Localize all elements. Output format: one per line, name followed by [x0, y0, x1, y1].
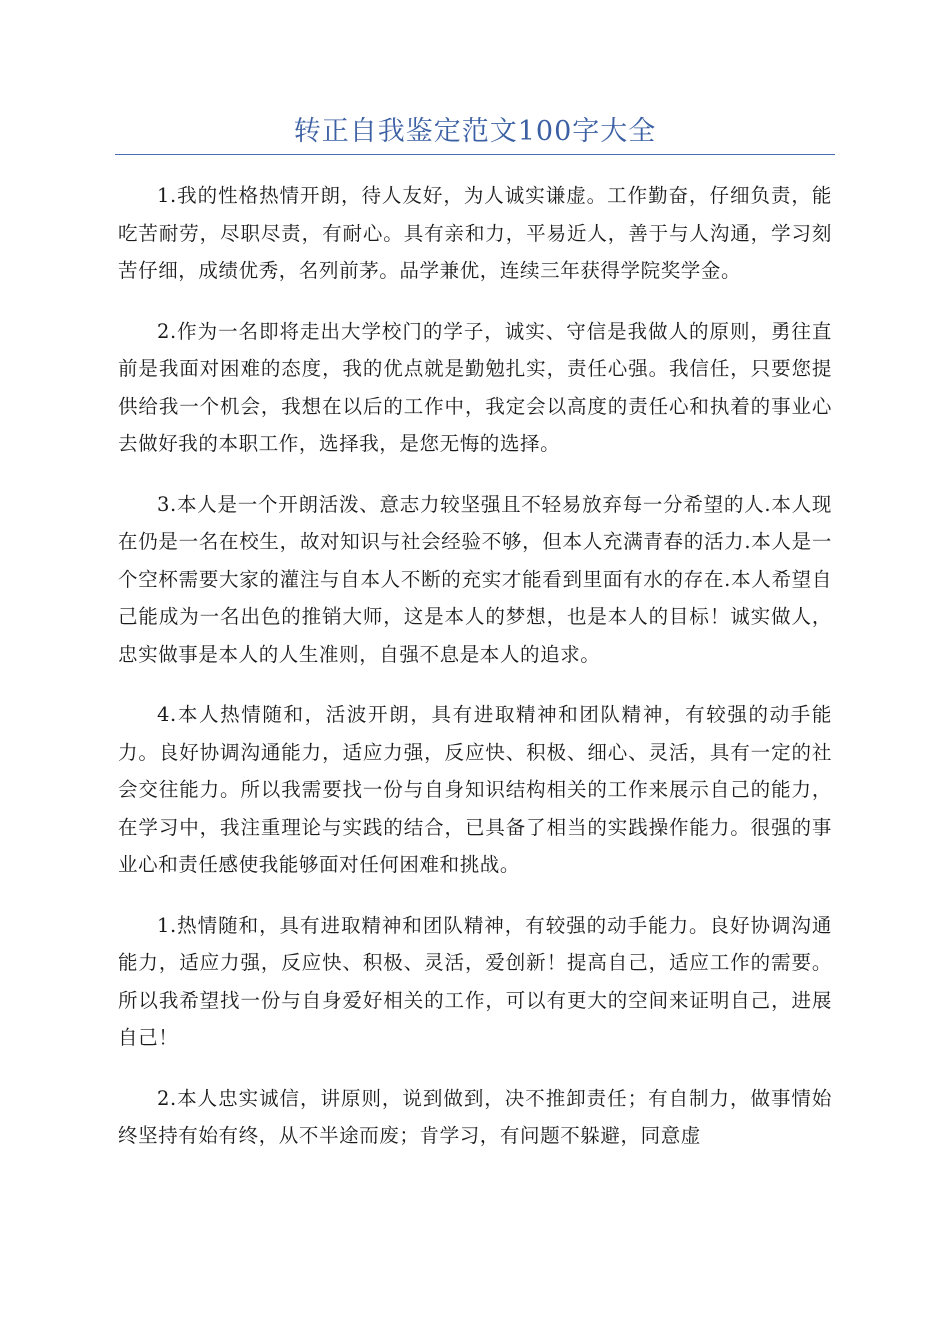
- paragraph: 2.本人忠实诚信，讲原则，说到做到，决不推卸责任；有自制力，做事情始终坚持有始有终，从不半途而废；肯学习，有问题不躲避，同意虚: [118, 1086, 832, 1147]
- document-body: [118, 177, 832, 1178]
- paragraph: 1.热情随和，具有进取精神和团队精神，有较强的动手能力。良好协调沟通能力，适应力强，反应快、积极、灵活，爱创新！提高自己，适应工作的需要。所以我希望找一份与自身爱好相关的工作，可以有更大的空间来证明自己，进展自己！: [118, 913, 832, 1049]
- title-underline: [115, 154, 835, 155]
- paragraph: 2.作为一名即将走出大学校门的学子，诚实、守信是我做人的原则，勇往直前是我面对困难的态度，我的优点就是勤勉扎实，责任心强。我信任，只要您提供给我一个机会，我想在以后的工作中，我定会以高度的责任心和执着的事业心去做好我的本职工作，选择我，是您无悔的选择。: [118, 319, 832, 455]
- paragraph: 1.我的性格热情开朗，待人友好，为人诚实谦虚。工作勤奋，仔细负责，能吃苦耐劳，尽职尽责，有耐心。具有亲和力，平易近人，善于与人沟通，学习刻苦仔细，成绩优秀，名列前茅。品学兼优，连续三年获得学院奖学金。: [118, 184, 832, 282]
- paragraph: 4.本人热情随和，活波开朗，具有进取精神和团队精神，有较强的动手能力。良好协调沟通能力，适应力强，反应快、积极、细心、灵活，具有一定的社会交往能力。所以我需要找一份与自身知识结构相关的工作来展示自己的能力，在学习中，我注重理论与实践的结合，已具备了相当的实践操作能力。很强的事业心和责任感使我能够面对任何困难和挑战。: [118, 703, 832, 876]
- paragraph: 3.本人是一个开朗活泼、意志力较坚强且不轻易放弃每一分希望的人.本人现在仍是一名在校生，故对知识与社会经验不够，但本人充满青春的活力.本人是一个空杯需要大家的灌注与自本人不断的充实才能看到里面有水的存在.本人希望自己能成为一名出色的推销大师，这是本人的梦想，也是本人的目标！诚实做人，忠实做事是本人的人生准则，自强不息是本人的追求。: [118, 492, 832, 666]
- document-title: 转正自我鉴定范文100字大全: [293, 116, 657, 147]
